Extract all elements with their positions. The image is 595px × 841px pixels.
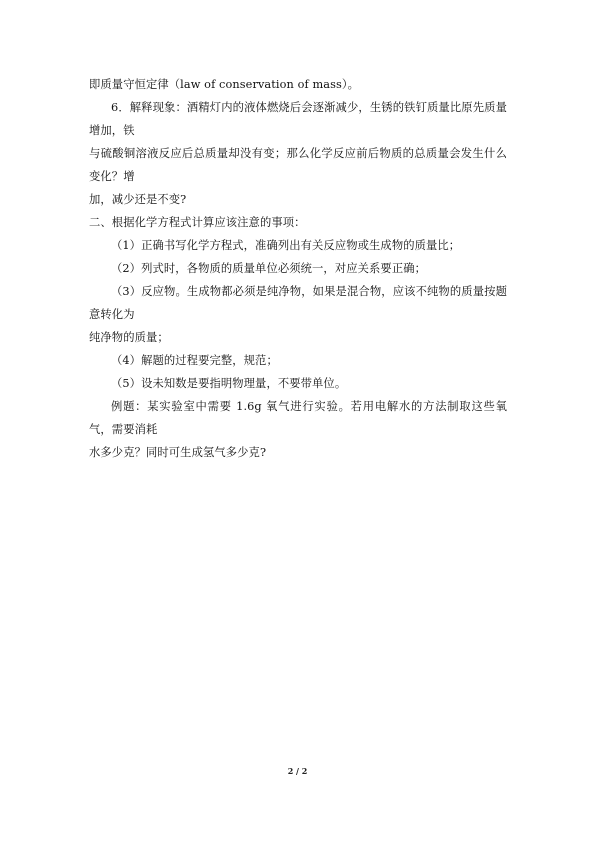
list-item-4: （4）解题的过程要完整，规范； — [111, 354, 278, 367]
section-heading: 二、根据化学方程式计算应该注意的事项： — [89, 216, 306, 229]
list-item-5: （5）设未知数是要指明物理量，不要带单位。 — [111, 377, 347, 390]
list-item-2: （2）列式时，各物质的质量单位必须统一，对应关系要正确； — [111, 262, 427, 275]
text-line-3: 与硫酸铜溶液反应后总质量却没有变；那么化学反应前后物质的总质量会发生什么变化？增 — [89, 147, 507, 183]
document-body — [89, 73, 507, 464]
text-line-1: 即质量守恒定律（law of conservation of mass）。 — [89, 78, 360, 91]
list-item-3: （3）反应物。生成物都必须是纯净物，如果是混合物，应该不纯物的质量按题意转化为 — [89, 285, 507, 321]
page-number: 2 / 2 — [287, 766, 308, 776]
list-item-1: （1）正确书写化学方程式，准确列出有关反应物或生成物的质量比； — [111, 239, 461, 252]
text-line-4: 加，减少还是不变? — [89, 193, 187, 206]
example-line-1: 例题：某实验室中需要 1.6g 氧气进行实验。若用电解水的方法制取这些氧气，需要消耗 — [89, 400, 507, 436]
text-line-2: 6．解释现象：酒精灯内的液体燃烧后会逐渐减少，生锈的铁钉质量比原先质量增加，铁 — [89, 101, 507, 137]
list-item-3-continued: 纯净物的质量； — [89, 331, 169, 344]
example-line-2: 水多少克？同时可生成氢气多少克? — [89, 446, 267, 459]
